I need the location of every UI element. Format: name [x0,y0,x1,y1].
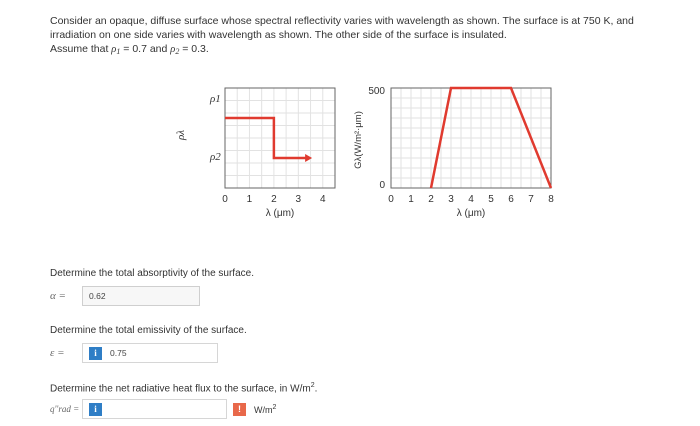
reflectivity-x-axis-label: λ (μm) [265,208,295,219]
info-icon[interactable]: i [89,347,102,360]
rho1-level-label: ρ1 [210,93,221,105]
heat-flux-answer-field[interactable] [82,399,227,419]
reflectivity-y-axis-label: ρλ [175,129,187,140]
x-tick-label: 1 [246,194,253,205]
problem-statement [50,14,670,59]
problem-line-2: irradiation on one side varies with wavelength as shown. The other side of the surface is insulated. [50,29,507,41]
reflectivity-chart [170,78,350,228]
question-net-heat-flux: Determine the net radiative heat flux to the surface, in $W/m^2$. [50,382,318,395]
question-emissivity: Determine the total emissivity of the surface. [50,325,247,336]
x-tick-label: 6 [508,194,514,205]
x-tick-label: 0 [388,194,394,205]
emissivity-answer-row [50,342,218,364]
x-tick-label: 2 [428,194,434,205]
question-absorptivity: Determine the total absorptivity of the surface. [50,268,254,279]
heat-flux-units: $W/m^2$ [254,403,277,415]
emissivity-answer-value: 0.75 [110,348,127,358]
q-rad-symbol: q''rad = [50,404,80,414]
epsilon-symbol: ε = [50,347,65,359]
reflectivity-chart-grid [225,88,335,188]
x-tick-label: 3 [295,194,302,205]
irradiation-chart-grid [391,88,551,188]
absorptivity-answer-field[interactable]: 0.62 [82,286,200,306]
absorptivity-answer-row [50,285,200,307]
reflectivity-arrow-head [305,154,312,162]
heat-flux-answer-row [50,398,276,420]
problem-assumption: Assume that $\rho_1 = 0.7$ and $\rho_2 = 0.3$. [50,43,209,56]
x-tick-label: 1 [408,194,414,205]
y-tick-500: 500 [368,86,385,97]
x-tick-label: 8 [548,194,554,205]
emissivity-answer-field[interactable] [82,343,218,363]
problem-line-1: Consider an opaque, diffuse surface whose spectral reflectivity varies with wavelength as shown. The surface is at 750 K, and [50,15,634,27]
reflectivity-x-ticks [222,194,326,205]
alpha-symbol: α = [50,290,66,302]
warning-icon[interactable]: ! [233,403,246,416]
irradiation-chart [345,78,570,228]
x-tick-label: 0 [222,194,228,205]
x-tick-label: 5 [488,194,494,205]
irradiation-x-ticks [388,194,554,205]
rho2-level-label: ρ2 [210,151,221,163]
y-tick-0: 0 [379,180,385,191]
x-tick-label: 4 [319,194,326,205]
info-icon[interactable]: i [89,403,102,416]
x-tick-label: 3 [448,194,454,205]
x-tick-label: 4 [468,194,474,205]
irradiation-x-axis-label: λ (μm) [456,208,486,219]
x-tick-label: 7 [528,194,534,205]
x-tick-label: 2 [271,194,277,205]
irradiation-y-axis-label: Gλ(W/m²·μm) [353,111,364,169]
